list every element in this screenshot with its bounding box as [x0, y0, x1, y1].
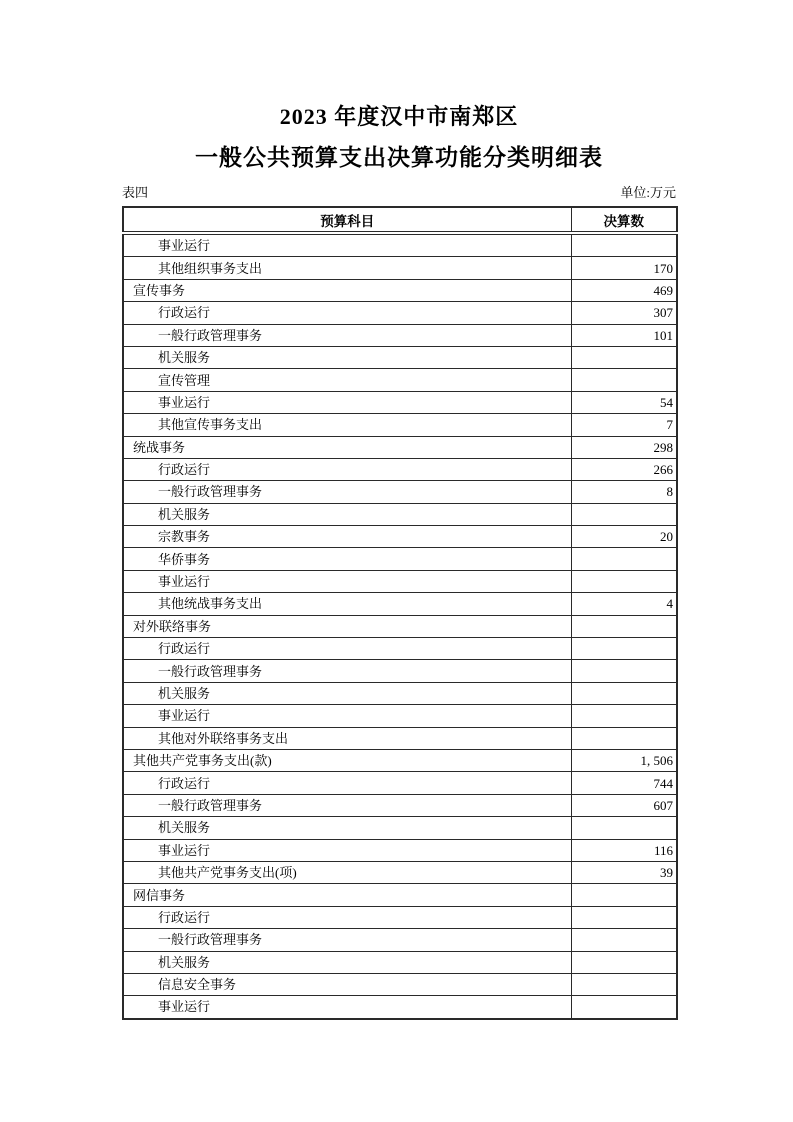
subject-cell: 宣传事务: [123, 279, 571, 301]
value-cell: [571, 369, 677, 391]
value-cell: [571, 548, 677, 570]
column-header-subject: 预算科目: [123, 207, 571, 233]
value-cell: 170: [571, 257, 677, 279]
table-row: [123, 996, 677, 1019]
table-row: [123, 324, 677, 346]
table-row: [123, 817, 677, 839]
table-row: [123, 593, 677, 615]
value-cell: 307: [571, 302, 677, 324]
table-row: [123, 884, 677, 906]
value-cell: [571, 233, 677, 257]
table-row: [123, 951, 677, 973]
table-row: [123, 279, 677, 301]
table-row: [123, 369, 677, 391]
table-row: [123, 548, 677, 570]
table-row: [123, 660, 677, 682]
subject-cell: 宣传管理: [123, 369, 571, 391]
table-row: [123, 973, 677, 995]
unit-label: 单位:万元: [620, 185, 676, 200]
subject-cell: 其他组织事务支出: [123, 257, 571, 279]
table-row: [123, 233, 677, 257]
subject-cell: 事业运行: [123, 705, 571, 727]
table-row: [123, 615, 677, 637]
subject-cell: 事业运行: [123, 996, 571, 1019]
table-row: [123, 749, 677, 771]
table-row: [123, 302, 677, 324]
value-cell: 1, 506: [571, 749, 677, 771]
subject-cell: 其他对外联络事务支出: [123, 727, 571, 749]
table-row: [123, 794, 677, 816]
value-cell: 7: [571, 414, 677, 436]
subject-cell: 一般行政管理事务: [123, 794, 571, 816]
subject-cell: 事业运行: [123, 570, 571, 592]
value-cell: 266: [571, 458, 677, 480]
subject-cell: 宗教事务: [123, 526, 571, 548]
value-cell: [571, 570, 677, 592]
subject-cell: 统战事务: [123, 436, 571, 458]
value-cell: [571, 615, 677, 637]
value-cell: [571, 503, 677, 525]
title-line-2: 一般公共预算支出决算功能分类明细表: [195, 145, 603, 170]
subject-cell: 行政运行: [123, 772, 571, 794]
table-row: [123, 526, 677, 548]
value-cell: 298: [571, 436, 677, 458]
subject-cell: 网信事务: [123, 884, 571, 906]
subject-cell: 事业运行: [123, 233, 571, 257]
subject-cell: 对外联络事务: [123, 615, 571, 637]
table-row: [123, 414, 677, 436]
table-row: [123, 346, 677, 368]
table-meta-row: [122, 184, 676, 202]
value-cell: 101: [571, 324, 677, 346]
subject-cell: 行政运行: [123, 302, 571, 324]
value-cell: [571, 996, 677, 1019]
table-row: [123, 705, 677, 727]
value-cell: [571, 346, 677, 368]
column-header-value: 决算数: [571, 207, 677, 233]
value-cell: [571, 727, 677, 749]
value-cell: 744: [571, 772, 677, 794]
subject-cell: 一般行政管理事务: [123, 481, 571, 503]
subject-cell: 一般行政管理事务: [123, 929, 571, 951]
table-row: [123, 570, 677, 592]
table-row: [123, 772, 677, 794]
table-body: [123, 233, 677, 1019]
value-cell: 469: [571, 279, 677, 301]
subject-cell: 机关服务: [123, 682, 571, 704]
title-line-1: 2023 年度汉中市南郑区: [279, 104, 519, 129]
subject-cell: 事业运行: [123, 839, 571, 861]
value-cell: 54: [571, 391, 677, 413]
subject-cell: 机关服务: [123, 951, 571, 973]
value-cell: [571, 951, 677, 973]
budget-table: [122, 206, 678, 1020]
subject-cell: 一般行政管理事务: [123, 660, 571, 682]
value-cell: 607: [571, 794, 677, 816]
value-cell: [571, 973, 677, 995]
subject-cell: 事业运行: [123, 391, 571, 413]
value-cell: [571, 929, 677, 951]
subject-cell: 其他共产党事务支出(款): [123, 749, 571, 771]
table-header-row: [123, 207, 677, 233]
value-cell: [571, 817, 677, 839]
table-row: [123, 929, 677, 951]
table-row: [123, 727, 677, 749]
value-cell: 20: [571, 526, 677, 548]
subject-cell: 机关服务: [123, 346, 571, 368]
table-number-label: 表四: [122, 185, 149, 200]
value-cell: 4: [571, 593, 677, 615]
table-row: [123, 503, 677, 525]
subject-cell: 行政运行: [123, 458, 571, 480]
subject-cell: 其他共产党事务支出(项): [123, 861, 571, 883]
subject-cell: 一般行政管理事务: [123, 324, 571, 346]
subject-cell: 华侨事务: [123, 548, 571, 570]
value-cell: [571, 705, 677, 727]
table-row: [123, 861, 677, 883]
subject-cell: 行政运行: [123, 638, 571, 660]
subject-cell: 其他统战事务支出: [123, 593, 571, 615]
table-row: [123, 638, 677, 660]
table-row: [123, 839, 677, 861]
subject-cell: 行政运行: [123, 906, 571, 928]
value-cell: [571, 884, 677, 906]
subject-cell: 信息安全事务: [123, 973, 571, 995]
value-cell: 116: [571, 839, 677, 861]
document-title: [122, 104, 676, 172]
table-row: [123, 436, 677, 458]
table-row: [123, 257, 677, 279]
table-row: [123, 458, 677, 480]
table-row: [123, 682, 677, 704]
value-cell: [571, 906, 677, 928]
subject-cell: 其他宣传事务支出: [123, 414, 571, 436]
value-cell: [571, 638, 677, 660]
subject-cell: 机关服务: [123, 817, 571, 839]
table-row: [123, 481, 677, 503]
table-row: [123, 391, 677, 413]
subject-cell: 机关服务: [123, 503, 571, 525]
value-cell: 8: [571, 481, 677, 503]
value-cell: [571, 660, 677, 682]
value-cell: [571, 682, 677, 704]
value-cell: 39: [571, 861, 677, 883]
document-content: [122, 104, 676, 1020]
table-row: [123, 906, 677, 928]
